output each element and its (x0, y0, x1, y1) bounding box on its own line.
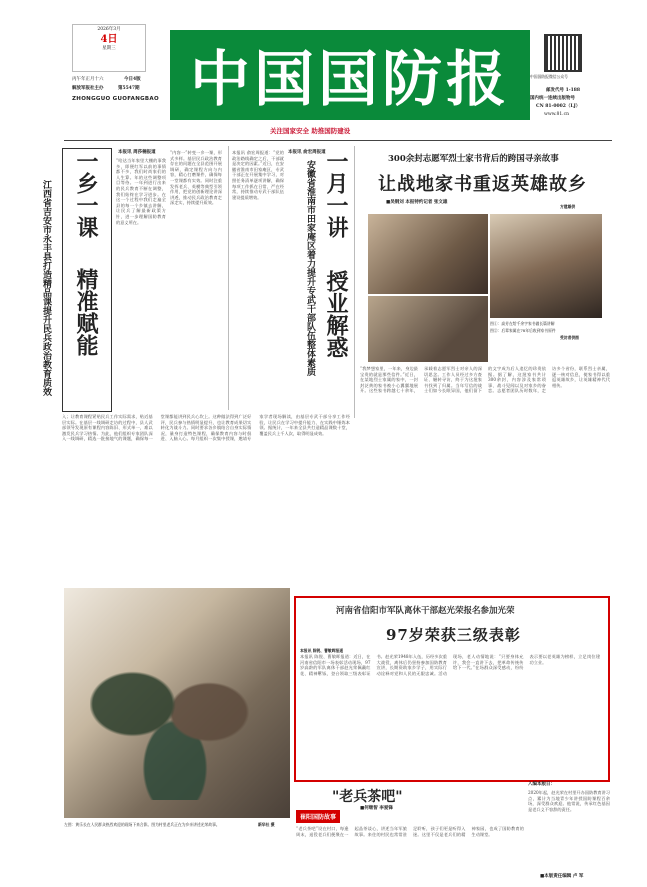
masthead-title: 中国国防报 (190, 45, 510, 115)
article3-title: 让战地家书重返英雄故乡 (378, 174, 587, 195)
date-day: 4日 (100, 34, 118, 45)
date-box (72, 24, 146, 72)
qr-caption: 中国国防报微信公众号 (530, 74, 568, 79)
publisher: 解放军报社主办 (72, 86, 104, 91)
article1-body: “哈达当年家里大棚的事我多，即便红军以前的事情都不多，我们时尚家们的人生算。年的这些调整项目等待。一年到进行出来的民兵教育不断在调整，我们始终在学习进步。在这一个过程中我们走遍全县的每一个乡镇去讲解，让民兵了解最新政策方针，进一步理解国防教育的意义所在。 (116, 158, 166, 225)
cn-code-label: 国内统一连续出版物号 (530, 96, 575, 101)
footer-editor: ■本版责任编辑 卢 军 (540, 874, 584, 879)
article2-title-b: 授业解惑 (323, 270, 349, 358)
article2-subtitle: 安徽省淮南市田家庵区着力提升专武干部队伍整体素质 (305, 160, 315, 376)
article5-byline: ■何继智 李爱锋 (360, 806, 393, 811)
website: www.81.cn (544, 112, 570, 117)
right-col-body: 2020年起，赵光荣在村里开办国防教育讲习点，累计为当地青少年讲授国防课程百余场，深受群众欢迎。他常说，传承红色基因是老兵义不容辞的责任。 (528, 790, 610, 812)
article4-title: 97岁荣获三级表彰 (386, 626, 521, 644)
article2-body: 本报讯 俞宏周报道：“党的政治路线确定之后，干部就是决定的因素。”近日，在安徽省淮南市田家庵区，专武干部正在开展集中学习，对照任务清单逐项讲解，确保每项工作抓在日常、严在经常，持续推动专武干部队伍建设提质增效。 (232, 150, 284, 200)
article2-byline: 本报讯 俞宏周报道 (288, 150, 326, 155)
masthead-slogan: 关注国家安全 助推国防建设 (270, 127, 351, 135)
article3-photo-credit: 受访者供图 (560, 335, 579, 340)
postal-code: 邮发代号 1-188 (546, 88, 580, 93)
article4-byline: 本报讯 陈锐、曹敏晖报道 (300, 648, 344, 653)
article3-byline: ■吴钢刘 本报特约记者 张文雄 (386, 200, 448, 205)
articles-lower-body: 入；让教育课程紧贴民兵工作实际需求，贴近基层实际。在基层一线调研走访的过程中，县人武部领导发现原有课程内容陈旧、形式单一，难以激发民兵学习热情。为此，他们组织专家团队深入一线调研，精选一批接地气的课题，确保每一堂课都能讲到民兵心坎上。这种做法得到广泛好评，民兵参与热情明显提升，也让教育成果切实转化为战斗力。同时要求各乡镇结合自身实际情况，量身打造特色课程，确保教育内容与时俱进、入脑入心。每月组织一次集中授课，邀请专家学者现场解读，由基层专武干部分享工作经验，让民兵在学习中提升能力、在实践中锤炼本领。据统计，一年来全县共打造精品课数十堂，覆盖民兵上千人次，取得明显成效。 (62, 414, 350, 442)
masthead-title-box (170, 30, 530, 120)
right-col-head: 入编本版日： (528, 782, 555, 787)
article1-title-b: 精准赋能 (73, 268, 99, 356)
main-photo-caption: 左图：黄乐长在人民群众热烈欢迎的现场下来合影。图为村里老兵正在为乡亲讲述光荣故事。 (64, 822, 220, 827)
col-divider-1 (228, 146, 229, 410)
article3-photo-2 (368, 296, 488, 362)
article1-subtitle: 江西省吉安市永丰县打造精品课提升民兵政治教育质效 (41, 180, 51, 396)
article3-photo-caption-2: 图②：后辈家属在78年后收到家书原件 (490, 328, 556, 333)
article5-body: “老兵茶吧”设在村口，每逢周末，退役老兵们便聚在一起品茶谈心，讲述当年军旅故事。来往的村民也常常驻足聆听，孩子们更是听得入迷。这里不仅是老兵们的精神家园，也成了国防教育的生动课堂。 (296, 826, 524, 837)
issue-no: 第5547期 (118, 86, 140, 91)
masthead-rule (64, 140, 612, 141)
main-photo-figures (90, 640, 260, 800)
lunar-date: 丙午年正月十六 (72, 77, 104, 82)
date-year-month: 2026年3月 (97, 27, 121, 32)
article3-photo-1 (368, 214, 488, 294)
qr-code (544, 34, 582, 72)
article3-photo-3 (490, 214, 602, 318)
edition-pages: 今日4版 (124, 77, 141, 82)
pinyin-title: ZHONGGUO GUOFANGBAO (72, 96, 159, 102)
col-divider-2 (354, 146, 355, 418)
cn-number: CN 81-0002（LJ） (536, 104, 581, 109)
article5-title: "老兵茶吧" (332, 789, 403, 805)
date-weekday: 星期三 (102, 46, 116, 51)
article1-body-2: “内容一”转变一乡一课，形式多样。基层民兵政治教育存在的问题在全县范围开展调研，确定课程方向与内容，精心打磨课件，确保每一堂课都有实效。同时注重发挥老兵、英模等典型引领作用，把党的创新理论讲深讲透，推动民兵政治教育走深走实，持续提升质效。 (170, 150, 222, 206)
article3-body: “我梦想家里，一年来，身边最宝贵的就是那些信件。”近日，在某地烈士家属的家中，一封封泛黄的家书被小心翼翼地展开。这些家书跨越七十余年，承载着志愿军烈士对亲人的深切思念。工作人员经过多方查证、辗转寻访，终于为这批家书找到了归属。当年写信的战士们如今长眠异国，他们留下的文字成为后人追忆的珍贵依据。据了解，这批家书共计300余封，内容涉及家常琐事、战斗见闻以及对家乡的眷恋。志愿者团队历时数年，走访多个省份，联系烈士亲属，逐一核对信息，使家书得以重返英雄故乡，让英雄精神代代相传。 (360, 366, 610, 394)
article3-photo-caption: 图①：高芳在给千余字家书做长篇讲解 (490, 321, 555, 326)
article1-byline: 本报讯 周莎楠报道 (118, 150, 156, 155)
article4-body: 本报讯 陈锐、曹敏晖报道：近日，在河南省信阳市一场表彰活动现场，97岁高龄的军队离休干部赵光荣佩戴红花、精神矍铄，登台领取三级表彰证书。赵光荣1948年入伍，历经多次重大战役，离休后仍坚持参加国防教育宣讲，长期资助家乡学子，用实际行动诠释对党和人民的无限忠诚。活动现场，老人动情地说：“只要身体允许，我会一直讲下去，把革命传统传给下一代。”在场群众深受感动，纷纷表示要以老英雄为榜样，立足岗位建功立业。 (300, 654, 600, 676)
article4-kicker: 河南省信阳市军队离休干部赵光荣报名参加光荣 (336, 606, 515, 616)
main-photo-credit: 新华社 摄 (258, 822, 275, 827)
article5-column-tag: 崔阳国防故事 (296, 810, 340, 823)
article2-title-a: 一月一讲 (323, 150, 349, 238)
article1-title-a: 一乡一课 (73, 150, 99, 238)
article3-kicker: 300余封志愿军烈士家书背后的跨国寻亲故事 (388, 154, 559, 164)
article3-author-tag: 方建雄供 (560, 204, 576, 209)
